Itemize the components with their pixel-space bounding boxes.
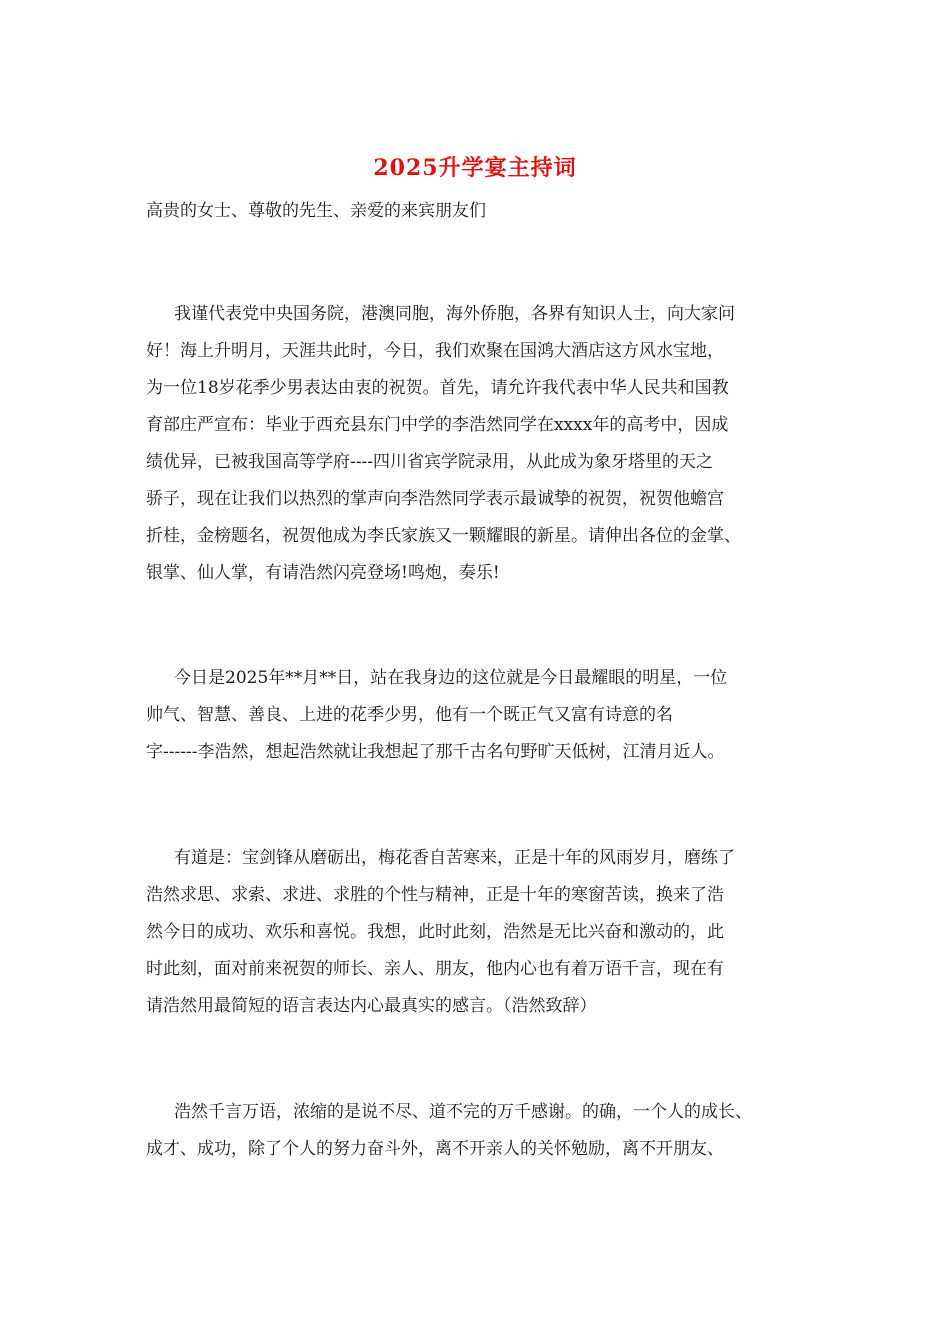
paragraph-line: 育部庄严宣布：毕业于西充县东门中学的李浩然同学在xxxx年的高考中，因成 bbox=[146, 415, 729, 435]
salutation: 高贵的女士、尊敬的先生、亲爱的来宾朋友们 bbox=[146, 201, 486, 221]
paragraph-line: 成才、成功，除了个人的努力奋斗外，离不开亲人的关怀勉励，离不开朋友、 bbox=[146, 1139, 724, 1159]
paragraph-line: 骄子，现在让我们以热烈的掌声向李浩然同学表示最诚挚的祝贺，祝贺他蟾宫 bbox=[146, 489, 724, 509]
paragraph-line: 字------李浩然，想起浩然就让我想起了那千古名句野旷天低树，江清月近人。 bbox=[146, 742, 725, 762]
paragraph-line: 银掌、仙人掌，有请浩然闪亮登场!鸣炮，奏乐! bbox=[146, 563, 500, 583]
paragraph-line: 好！海上升明月，天涯共此时，今日，我们欢聚在国鸿大酒店这方风水宝地， bbox=[146, 341, 724, 361]
document-title: 2025升学宴主持词 bbox=[373, 155, 577, 181]
paragraph-line: 时此刻，面对前来祝贺的师长、亲人、朋友，他内心也有着万语千言，现在有 bbox=[146, 959, 724, 979]
paragraph-4 bbox=[146, 1094, 812, 1168]
paragraph-1 bbox=[146, 296, 812, 592]
paragraph-line: 今日是2025年**月**日，站在我身边的这位就是今日最耀眼的明星，一位 bbox=[174, 668, 728, 688]
paragraph-line: 为一位18岁花季少男表达由衷的祝贺。首先，请允许我代表中华人民共和国教 bbox=[146, 378, 729, 398]
paragraph-line: 浩然千言万语，浓缩的是说不尽、道不完的万千感谢。的确，一个人的成长、 bbox=[174, 1102, 752, 1122]
paragraph-2 bbox=[146, 660, 812, 771]
paragraph-line: 浩然求思、求索、求进、求胜的个性与精神，正是十年的寒窗苦读，换来了浩 bbox=[146, 885, 724, 905]
paragraph-3 bbox=[146, 840, 812, 1025]
paragraph-line: 请浩然用最简短的语言表达内心最真实的感言。（浩然致辞） bbox=[146, 996, 597, 1016]
paragraph-line: 帅气、智慧、善良、上进的花季少男，他有一个既正气又富有诗意的名 bbox=[146, 705, 673, 725]
paragraph-line: 然今日的成功、欢乐和喜悦。我想，此时此刻，浩然是无比兴奋和激动的，此 bbox=[146, 922, 724, 942]
paragraph-line: 我谨代表党中央国务院，港澳同胞，海外侨胞，各界有知识人士，向大家问 bbox=[174, 304, 735, 324]
paragraph-line: 有道是：宝剑锋从磨砺出，梅花香自苦寒来，正是十年的风雨岁月，磨练了 bbox=[174, 848, 735, 868]
paragraph-line: 绩优异，已被我国高等学府----四川省宾学院录用，从此成为象牙塔里的天之 bbox=[146, 452, 713, 472]
paragraph-line: 折桂，金榜题名，祝贺他成为李氏家族又一颗耀眼的新星。请伸出各位的金掌、 bbox=[146, 526, 741, 546]
